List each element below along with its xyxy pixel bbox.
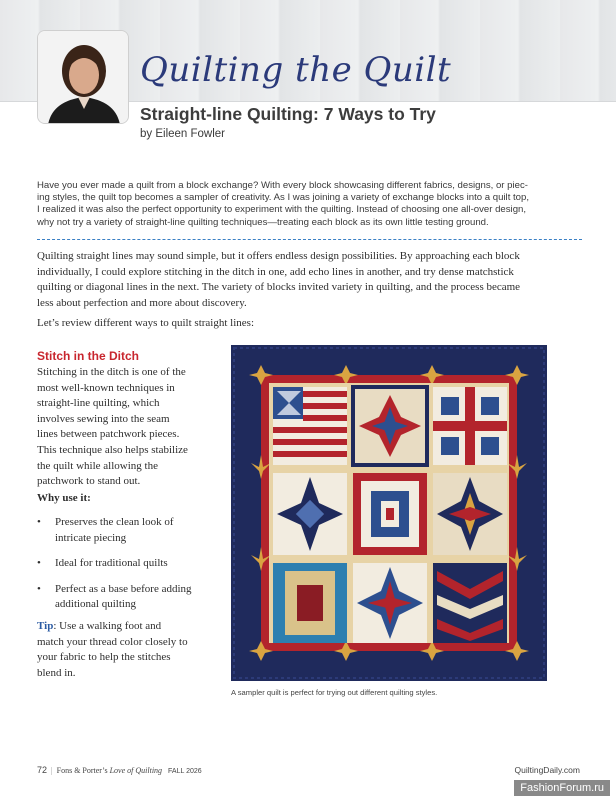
body-paragraph-2 [37, 316, 582, 332]
block-flag [273, 387, 347, 465]
section-line: involves sewing into the seam [37, 412, 170, 425]
list-item-line: intricate piecing [55, 531, 127, 544]
watermark: FashionForum.ru [514, 780, 610, 796]
issue-label: FALL 2026 [168, 768, 202, 775]
bullet-marker: • [37, 516, 41, 528]
body-paragraph-1 [37, 249, 582, 311]
benefit-list [37, 515, 222, 623]
block-star-2 [273, 473, 347, 555]
body-line: less about perfection and more about discovery. [37, 296, 247, 309]
list-item-line: additional quilting [55, 598, 136, 611]
intro-line: Have you ever made a quilt from a block exchange? With every block showcasing different fabrics, designs, or piec- [37, 180, 528, 191]
block-star-3 [433, 473, 507, 555]
block-star-1 [353, 387, 427, 465]
intro-paragraph [37, 180, 582, 229]
list-item [37, 515, 222, 546]
bullet-marker: • [37, 557, 41, 570]
list-item-line: Perfect as a base before adding [55, 582, 192, 595]
intro-line: I realized it was also the perfect opportunity to experiment with the quilting. Instead of choosing one all-over design, [37, 204, 527, 216]
list-item-line: Ideal for traditional quilts [55, 557, 168, 570]
block-log-cabin [353, 473, 427, 555]
tip-paragraph [37, 619, 222, 681]
tip-label: Tip [37, 620, 54, 632]
block-column [273, 563, 347, 643]
tip-line: your fabric to help the stitches [37, 651, 171, 664]
list-item [37, 582, 222, 613]
list-item [37, 556, 222, 572]
tip-text: : Use a walking foot and [53, 620, 162, 632]
image-caption: A sampler quilt is perfect for trying out different quilting styles. [231, 688, 438, 697]
tip-line: match your thread color closely to [37, 635, 188, 648]
section-line: straight-line quilting, which [37, 397, 160, 410]
footer-separator: | [51, 766, 53, 775]
website-link[interactable]: QuiltingDaily.com [514, 765, 580, 775]
section-line: patchwork to stand out. [37, 475, 141, 488]
block-cross [433, 387, 507, 465]
sampler-quilt-image [231, 345, 547, 681]
list-item-line: Preserves the clean look of [55, 516, 174, 528]
page-footer [37, 765, 202, 775]
why-use-label: Why use it: [37, 492, 91, 504]
section-divider [37, 239, 582, 240]
tip-line: blend in. [37, 666, 76, 679]
section-line: This technique also helps stabilize [37, 443, 188, 456]
body-line: quilting or diagonal lines in the next. The variety of blocks invited variety in quilting, and the process became [37, 281, 521, 294]
block-chevrons [433, 563, 507, 643]
author-photo [37, 30, 129, 124]
magazine-name: Fons & Porter’s [56, 766, 110, 775]
body-line: Let’s review different ways to quilt straight lines: [37, 317, 254, 329]
section-line: Stitching in the ditch is one of the [37, 366, 186, 378]
body-line: individually, I could explore stitching in the ditch in one, add echo lines in another, and try dense matchstick [37, 265, 514, 278]
section-paragraph [37, 365, 222, 490]
body-line: Quilting straight lines may sound simple, but it offers endless design possibilities. By approaching each block [37, 250, 520, 262]
article-headline: Straight-line Quilting: 7 Ways to Try [140, 104, 436, 124]
intro-line: why not try a variety of straight-line quilting techniques—treating each block as its own little testing ground. [37, 216, 489, 228]
section-line: lines between patchwork pieces. [37, 428, 180, 441]
section-line: the quilt while allowing the [37, 459, 158, 472]
intro-line: ing styles, the quilt top becomes a sampler of creativity. As I was joining a variety of exchange blocks into a quilt top, [37, 192, 530, 204]
section-title: Quilting the Quilt [140, 50, 452, 90]
section-heading: Stitch in the Ditch [37, 349, 139, 363]
byline: by Eileen Fowler [140, 128, 226, 140]
block-star-4 [353, 563, 427, 643]
bullet-marker: • [37, 582, 41, 595]
tip-line [37, 619, 222, 635]
section-line: most well-known techniques in [37, 381, 175, 394]
magazine-name-italic: Love of Quilting [109, 766, 163, 775]
page-number: 72 [37, 765, 48, 775]
